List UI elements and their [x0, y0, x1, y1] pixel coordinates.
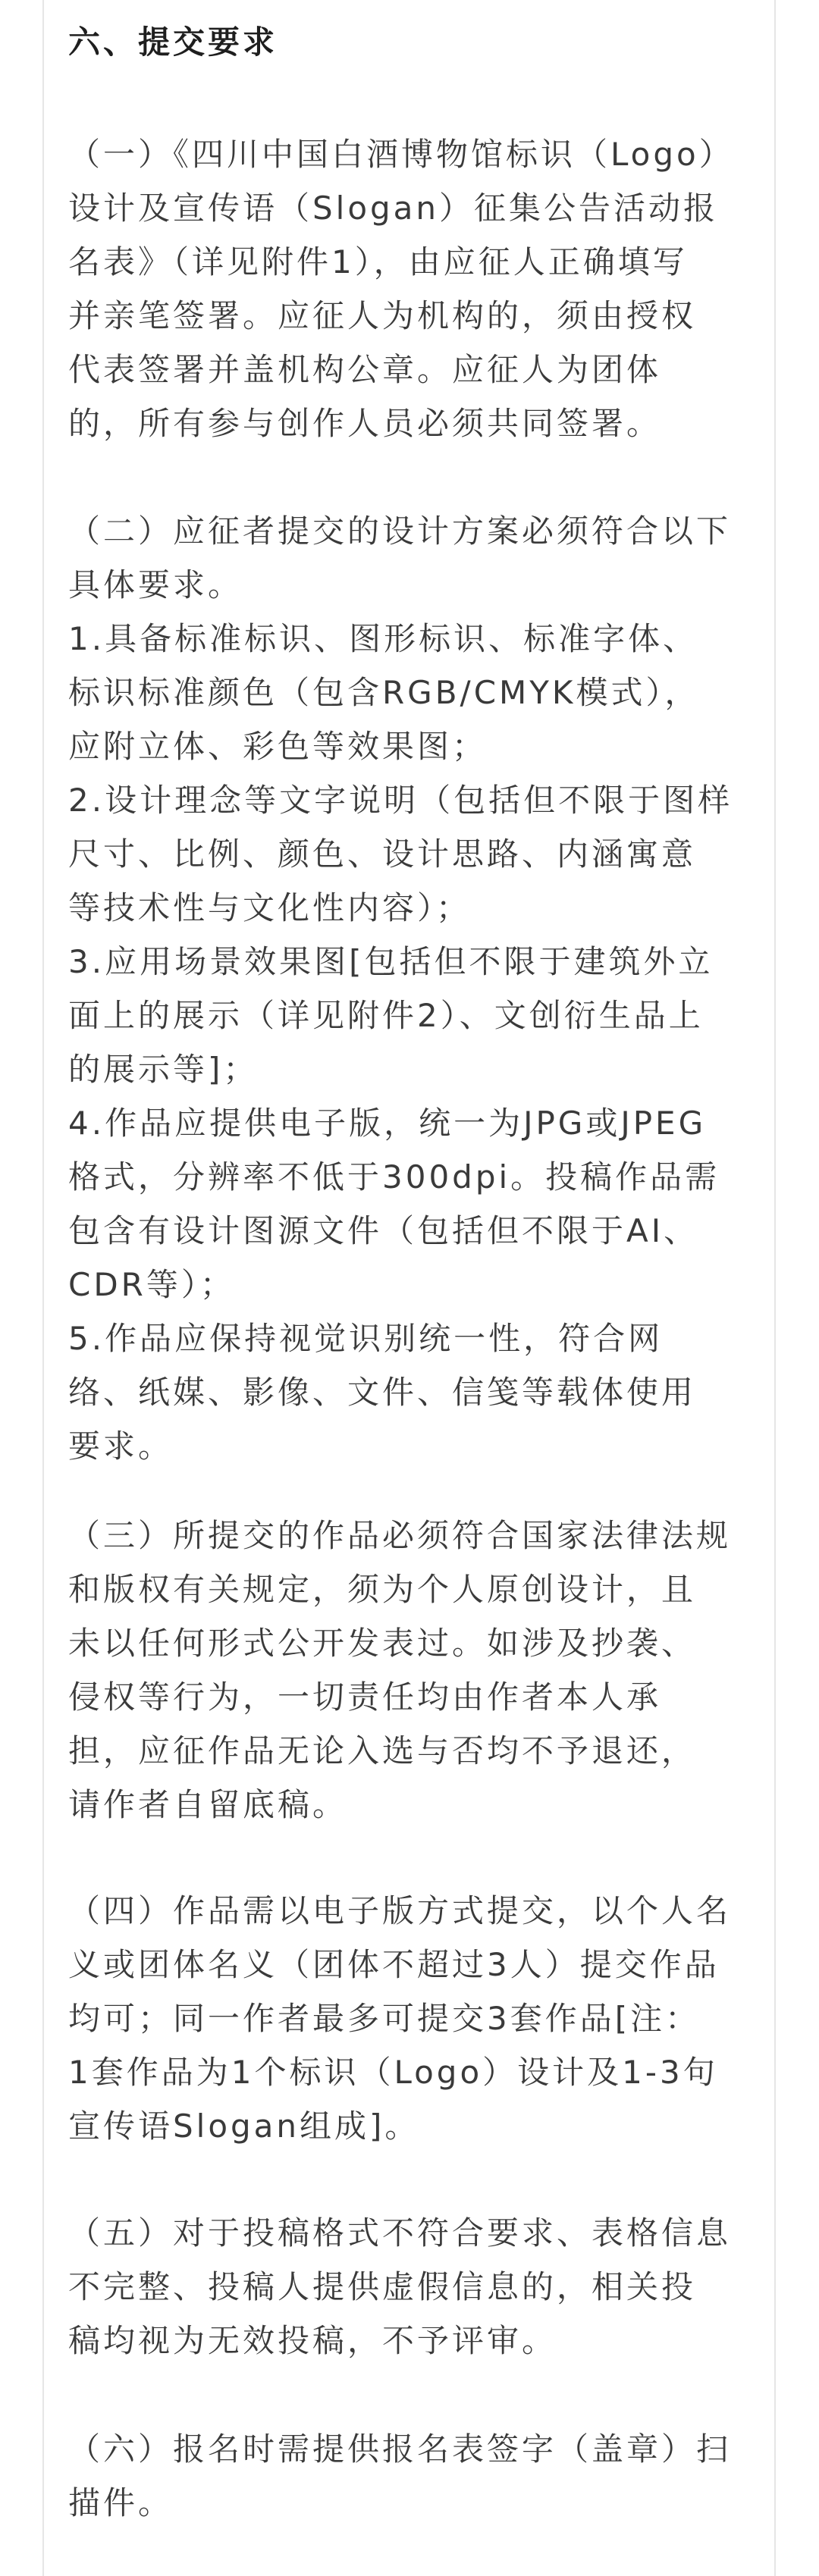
paragraph-line: （四）作品需以电子版方式提交，以个人名: [68, 1892, 732, 1929]
paragraph-line: CDR等）；: [68, 1266, 235, 1303]
paragraph-line: 名表》（详见附件1），由应征人正确填写: [68, 243, 688, 280]
paragraph-line: 不完整、投稿人提供虚假信息的，相关投: [68, 2268, 697, 2305]
paragraph-2: [68, 504, 755, 1473]
paragraph-line: 担，应征作品无论入选与否均不予退还，: [68, 1732, 697, 1769]
paragraph-line: 应附立体、彩色等效果图；: [68, 728, 488, 765]
paragraph-line: 包含有设计图源文件（包括但不限于AI、: [68, 1212, 699, 1249]
paragraph-line: 等技术性与文化性内容）；: [68, 889, 472, 926]
left-border-line: [42, 0, 44, 2576]
paragraph-line: 侵权等行为，一切责任均由作者本人承: [68, 1678, 662, 1716]
list-item-5: 5.作品应保持视觉识别统一性，符合网: [68, 1320, 664, 1357]
list-item-4: 4.作品应提供电子版，统一为JPG或JPEG: [68, 1105, 707, 1142]
paragraph-1: [68, 127, 755, 450]
paragraph-line: 格式，分辨率不低于300dpi。投稿作品需: [68, 1158, 720, 1196]
paragraph-line: 标识标准颜色（包含RGB/CMYK模式），: [68, 674, 700, 711]
paragraph-3: [68, 1509, 755, 1832]
paragraph-line: 的展示等]；: [68, 1051, 259, 1088]
paragraph-line: 未以任何形式公开发表过。如涉及抄袭、: [68, 1625, 697, 1662]
paragraph-line: 络、纸媒、影像、文件、信笺等载体使用: [68, 1374, 697, 1411]
paragraph-line: 具体要求。: [68, 566, 243, 603]
paragraph-line: （二）应征者提交的设计方案必须符合以下: [68, 512, 732, 550]
list-item-3: 3.应用场景效果图[包括但不限于建筑外立: [68, 943, 714, 980]
paragraph-line: 描件。: [68, 2484, 174, 2521]
paragraph-line: （一）《四川中国白酒博物馆标识（Logo）: [68, 136, 734, 173]
paragraph-line: 的，所有参与创作人员必须共同签署。: [68, 405, 662, 442]
paragraph-line: （六）报名时需提供报名表签字（盖章）扫: [68, 2430, 732, 2468]
paragraph-6: [68, 2422, 755, 2530]
paragraph-line: （三）所提交的作品必须符合国家法律法规: [68, 1517, 732, 1554]
paragraph-4: [68, 1884, 755, 2153]
paragraph-line: 请作者自留底稿。: [68, 1786, 348, 1823]
paragraph-line: 和版权有关规定，须为个人原创设计，且: [68, 1571, 697, 1608]
paragraph-line: 尺寸、比例、颜色、设计思路、内涵寓意: [68, 835, 697, 873]
paragraph-line: 稿均视为无效投稿，不予评审。: [68, 2322, 557, 2359]
paragraph-line: 要求。: [68, 1427, 174, 1465]
section-heading: 六、提交要求: [68, 24, 278, 61]
paragraph-line: 均可；同一作者最多可提交3套作品[注：: [68, 2000, 701, 2037]
paragraph-line: 代表签署并盖机构公章。应征人为团体: [68, 351, 662, 388]
paragraph-line: 设计及宣传语（Slogan）征集公告活动报: [68, 190, 719, 227]
list-item-1: 1.具备标准标识、图形标识、标准字体、: [68, 620, 698, 657]
paragraph-line: 义或团体名义（团体不超过3人）提交作品: [68, 1946, 720, 1983]
paragraph-line: （五）对于投稿格式不符合要求、表格信息: [68, 2214, 732, 2252]
paragraph-line: 宣传语Slogan组成]。: [68, 2107, 420, 2145]
list-item-2: 2.设计理念等文字说明（包括但不限于图样: [68, 782, 733, 819]
paragraph-line: 并亲笔签署。应征人为机构的，须由授权: [68, 297, 697, 334]
paragraph-line: 1套作品为1个标识（Logo）设计及1-3句: [68, 2054, 718, 2091]
paragraph-5: [68, 2206, 755, 2368]
right-border-line: [774, 0, 776, 2576]
paragraph-line: 面上的展示（详见附件2）、文创衍生品上: [68, 997, 704, 1034]
